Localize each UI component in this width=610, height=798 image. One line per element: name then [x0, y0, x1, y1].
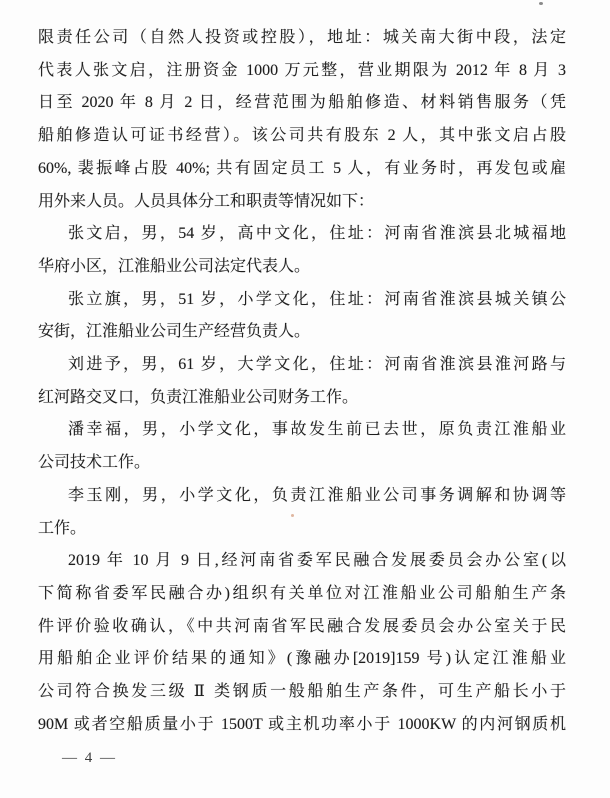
text-line: 60%, 裴振峰占股 40%; 共有固定员工 5 人，有业务时，再发包或雇 [38, 159, 566, 177]
page-number: — 4 — [62, 750, 117, 766]
text-line: 代表人张文启，注册资金 1000 万元整，营业期限为 2012 年 8 月 3 [38, 61, 566, 79]
text-line: 船舶修造认可证书经营）。该公司共有股东 2 人，其中张文启占股 [38, 127, 566, 145]
text-line: 华府小区，江淮船业公司法定代表人。 [38, 257, 311, 275]
text-line: 潘幸福，男，小学文化，事故发生前已去世，原负责江淮船业 [68, 421, 566, 439]
body-text [38, 22, 566, 741]
text-line: 张文启，男，54 岁，高中文化，住址：河南省淮滨县北城福地 [68, 225, 566, 243]
text-line: 件评价验收确认，《中共河南省军民融合发展委员会办公室关于民 [38, 617, 566, 635]
text-line: 张立旗，男，51 岁，小学文化，住址：河南省淮滨县城关镇公 [68, 290, 566, 308]
text-line: 限责任公司（自然人投资或控股），地址：城关南大街中段，法定 [38, 29, 566, 46]
text-line: 2019 年 10 月 9 日,经河南省委军民融合发展委员会办公室(以 [68, 552, 566, 570]
text-line: 用船舶企业评价结果的通知》(豫融办[2019]159 号)认定江淮船业 [38, 650, 566, 668]
text-line: 红河路交叉口，负责江淮船业公司财务工作。 [38, 388, 359, 406]
text-line: 用外来人员。人员具体分工和职责等情况如下： [38, 192, 375, 210]
text-line: 90M 或者空船质量小于 1500T 或主机功率小于 1000KW 的内河钢质机 [38, 715, 566, 733]
text-line: 工作。 [38, 519, 87, 537]
text-line: 刘进予，男，61 岁，大学文化，住址：河南省淮滨县淮河路与 [68, 356, 566, 374]
text-line: 公司符合换发三级 Ⅱ 类钢质一般船舶生产条件，可生产船长小于 [38, 683, 566, 701]
text-line: 李玉刚，男，小学文化，负责江淮船业公司事务调解和协调等 [68, 486, 566, 504]
text-line: 下简称省委军民融合办)组织有关单位对江淮船业公司船舶生产条 [38, 584, 566, 602]
scan-speck [291, 514, 294, 517]
text-line: 安街，江淮船业公司生产经营负责人。 [38, 323, 311, 341]
scan-speck [539, 2, 543, 5]
text-line: 日至 2020 年 8 月 2 日，经营范围为船舶修造、材料销售服务（凭 [38, 94, 566, 112]
text-line: 公司技术工作。 [38, 454, 151, 472]
